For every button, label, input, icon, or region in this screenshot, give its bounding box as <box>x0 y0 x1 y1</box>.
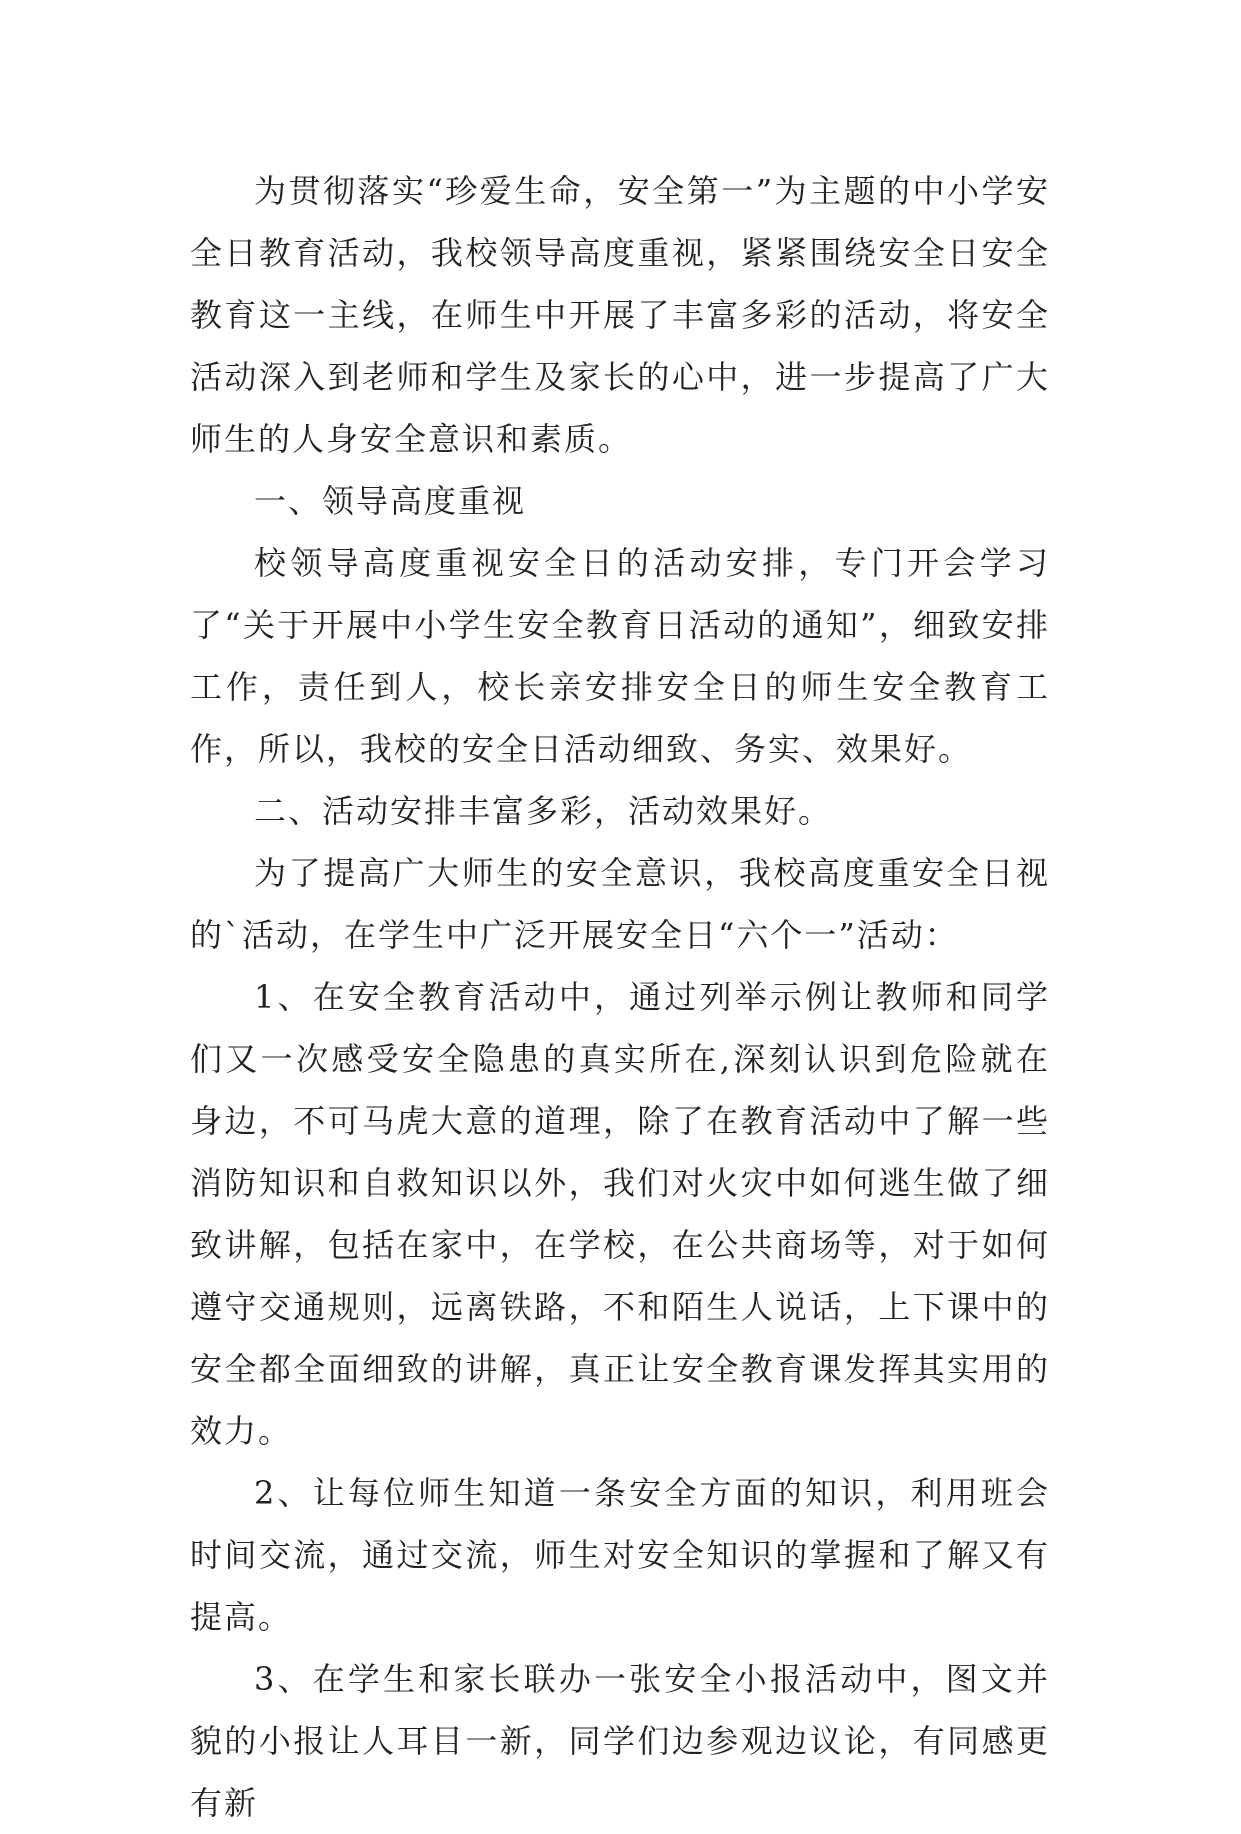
list-item-2: 2、让每位师生知道一条安全方面的知识，利用班会时间交流，通过交流，师生对安全知识的掌握和了解又有提高。 <box>190 1474 1050 1636</box>
section-heading-2: 二、活动安排丰富多彩，活动效果好。 <box>254 792 833 830</box>
paragraph-section-1: 校领导高度重视安全日的活动安排，专门开会学习了“关于开展中小学生安全教育日活动的通知”，细致安排工作，责任到人，校长亲安排安全日的师生安全教育工作，所以，我校的安全日活动细致、务实、效果好。 <box>190 544 1050 768</box>
paragraph-intro: 为贯彻落实“珍爱生命，安全第一”为主题的中小学安全日教育活动，我校领导高度重视，紧紧围绕安全日安全教育这一主线，在师生中开展了丰富多彩的活动，将安全活动深入到老师和学生及家长的心中，进一步提高了广大师生的人身安全意识和素质。 <box>190 172 1050 458</box>
document-body <box>190 160 1050 1834</box>
section-heading-1: 一、领导高度重视 <box>254 482 527 520</box>
paragraph-section-2-intro: 为了提高广大师生的安全意识，我校高度重安全日视的`活动，在学生中广泛开展安全日“六个一”活动： <box>190 854 1050 954</box>
list-item-3: 3、在学生和家长联办一张安全小报活动中，图文并貌的小报让人耳目一新，同学们边参观边议论，有同感更有新 <box>190 1660 1050 1822</box>
list-item-1: 1、在安全教育活动中，通过列举示例让教师和同学们又一次感受安全隐患的真实所在,深刻认识到危险就在身边，不可马虎大意的道理，除了在教育活动中了解一些消防知识和自救知识以外，我们对火灾中如何逃生做了细致讲解，包括在家中，在学校，在公共商场等，对于如何遵守交通规则，远离铁路，不和陌生人说话，上下课中的安全都全面细致的讲解，真正让安全教育课发挥其实用的效力。 <box>190 978 1050 1450</box>
